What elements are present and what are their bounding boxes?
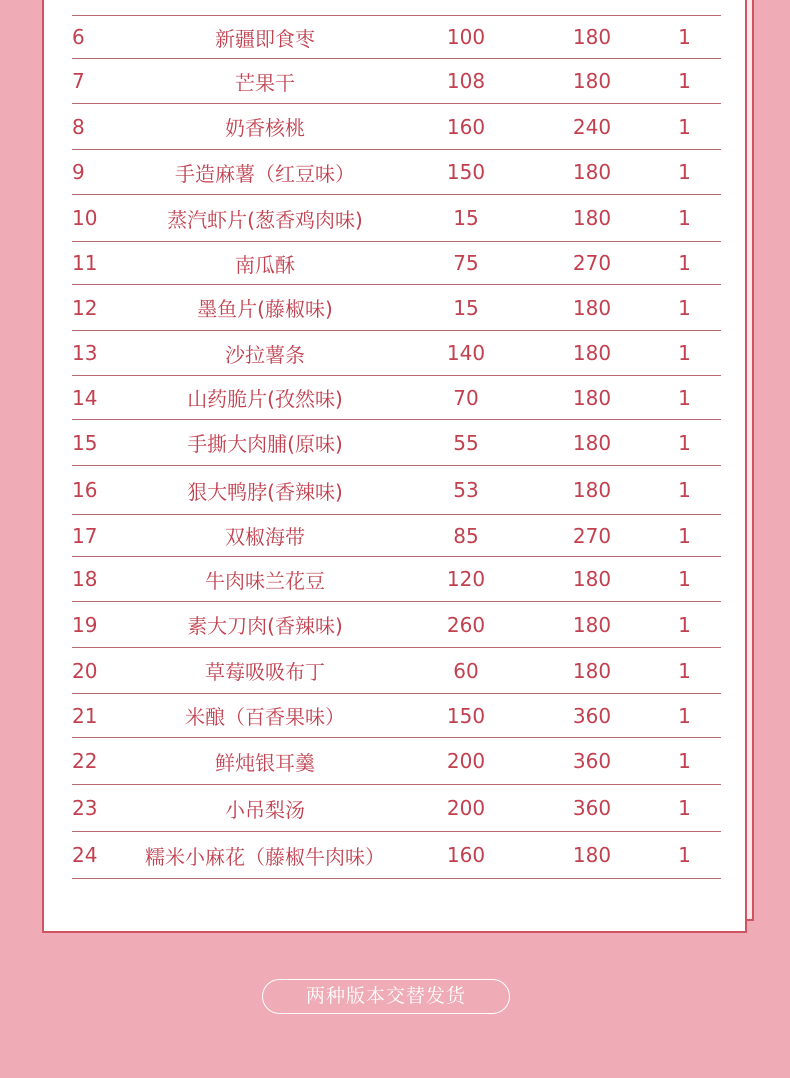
col-a-value: 140 xyxy=(446,341,486,365)
product-name: 奶香核桃 xyxy=(225,116,305,140)
product-name: 墨鱼片(藤椒味) xyxy=(197,297,333,321)
col-c-value: 1 xyxy=(678,160,691,184)
col-b-value: 180 xyxy=(572,843,612,867)
col-c-value: 1 xyxy=(678,341,691,365)
col-a-value: 75 xyxy=(453,251,479,275)
col-a-value: 70 xyxy=(453,385,479,410)
product-name: 手造麻薯（红豆味） xyxy=(175,161,355,186)
col-c-value: 1 xyxy=(678,749,691,773)
table-row xyxy=(72,648,721,694)
col-c-value: 1 xyxy=(678,612,691,637)
col-a-value: 150 xyxy=(446,703,486,728)
table-row xyxy=(72,420,721,466)
table-row xyxy=(72,195,721,242)
col-a-value: 260 xyxy=(446,612,486,637)
table-row xyxy=(72,16,721,59)
col-c-value: 1 xyxy=(678,843,691,867)
row-index: 18 xyxy=(72,567,98,591)
col-b-value: 180 xyxy=(572,160,612,184)
product-name: 蒸汽虾片(葱香鸡肉味) xyxy=(167,207,363,232)
table-row xyxy=(72,785,721,832)
table-row xyxy=(72,738,721,785)
product-name: 素大刀肉(香辣味) xyxy=(187,614,343,638)
row-index: 7 xyxy=(72,69,85,93)
product-name: 米酿（百香果味） xyxy=(185,705,345,729)
row-index: 12 xyxy=(72,295,98,320)
col-c-value: 1 xyxy=(678,295,691,320)
product-name: 糯米小麻花（藤椒牛肉味） xyxy=(145,844,385,869)
col-b-value: 180 xyxy=(572,206,612,230)
col-b-value: 180 xyxy=(572,567,612,591)
product-name: 芒果干 xyxy=(235,70,295,95)
table-row xyxy=(72,602,721,648)
product-name: 手撕大肉脯(原味) xyxy=(187,432,343,456)
col-c-value: 1 xyxy=(678,658,691,683)
product-name: 山药脆片(孜然味) xyxy=(187,387,343,411)
col-a-value: 60 xyxy=(453,658,479,683)
product-name: 双椒海带 xyxy=(225,525,305,549)
col-a-value: 55 xyxy=(453,430,479,455)
row-index: 10 xyxy=(72,206,98,230)
row-index: 19 xyxy=(72,612,98,637)
col-b-value: 180 xyxy=(572,658,612,683)
col-b-value: 270 xyxy=(572,251,612,275)
col-b-value: 180 xyxy=(572,430,612,455)
col-a-value: 15 xyxy=(453,206,479,230)
table-row xyxy=(72,515,721,557)
col-c-value: 1 xyxy=(678,206,691,230)
col-b-value: 180 xyxy=(572,341,612,365)
col-b-value: 240 xyxy=(572,114,612,139)
product-name: 南瓜酥 xyxy=(235,252,295,277)
product-name: 鲜炖银耳羹 xyxy=(215,750,315,775)
col-c-value: 1 xyxy=(678,385,691,410)
row-index: 9 xyxy=(72,160,85,184)
col-a-value: 108 xyxy=(446,69,486,93)
col-a-value: 85 xyxy=(453,523,479,548)
table-row xyxy=(72,557,721,602)
col-c-value: 1 xyxy=(678,69,691,93)
table-row xyxy=(72,285,721,331)
col-b-value: 180 xyxy=(572,385,612,410)
product-name: 沙拉薯条 xyxy=(225,342,305,367)
col-a-value: 150 xyxy=(446,160,486,184)
product-card xyxy=(42,0,747,933)
table-row xyxy=(72,694,721,738)
col-c-value: 1 xyxy=(678,703,691,728)
row-index: 24 xyxy=(72,843,98,867)
product-name: 狠大鸭脖(香辣味) xyxy=(187,479,343,504)
col-a-value: 100 xyxy=(446,25,486,49)
col-c-value: 1 xyxy=(678,251,691,275)
col-a-value: 53 xyxy=(453,478,479,502)
col-a-value: 15 xyxy=(453,295,479,320)
col-b-value: 360 xyxy=(572,749,612,773)
col-b-value: 180 xyxy=(572,478,612,502)
product-name: 新疆即食枣 xyxy=(215,26,315,51)
table-row xyxy=(72,104,721,150)
table-row xyxy=(72,150,721,195)
row-index: 23 xyxy=(72,796,98,820)
col-b-value: 180 xyxy=(572,69,612,93)
col-c-value: 1 xyxy=(678,567,691,591)
col-b-value: 180 xyxy=(572,295,612,320)
col-c-value: 1 xyxy=(678,430,691,455)
table-row xyxy=(72,331,721,376)
col-b-value: 360 xyxy=(572,796,612,820)
product-name: 小吊梨汤 xyxy=(225,797,305,822)
col-b-value: 270 xyxy=(572,523,612,548)
col-a-value: 160 xyxy=(446,843,486,867)
col-c-value: 1 xyxy=(678,796,691,820)
row-index: 20 xyxy=(72,658,98,683)
table-row xyxy=(72,59,721,104)
table-row xyxy=(72,376,721,420)
row-index: 15 xyxy=(72,430,98,455)
col-a-value: 200 xyxy=(446,796,486,820)
col-c-value: 1 xyxy=(678,114,691,139)
product-name: 牛肉味兰花豆 xyxy=(205,568,325,593)
table-row xyxy=(72,466,721,515)
row-index: 21 xyxy=(72,703,98,728)
col-a-value: 200 xyxy=(446,749,486,773)
col-a-value: 120 xyxy=(446,567,486,591)
col-a-value: 160 xyxy=(446,114,486,139)
col-b-value: 180 xyxy=(572,612,612,637)
table-row xyxy=(72,242,721,285)
row-index: 16 xyxy=(72,478,98,502)
col-c-value: 1 xyxy=(678,523,691,548)
col-c-value: 1 xyxy=(678,478,691,502)
row-index: 14 xyxy=(72,385,98,410)
product-table xyxy=(72,15,721,879)
row-index: 17 xyxy=(72,523,98,548)
product-name: 草莓吸吸布丁 xyxy=(205,660,325,684)
row-index: 22 xyxy=(72,749,98,773)
row-index: 13 xyxy=(72,341,98,365)
col-c-value: 1 xyxy=(678,25,691,49)
row-index: 8 xyxy=(72,114,85,139)
version-notice-badge: 两种版本交替发货 xyxy=(262,979,510,1014)
col-b-value: 180 xyxy=(572,25,612,49)
col-b-value: 360 xyxy=(572,703,612,728)
table-row xyxy=(72,832,721,879)
row-index: 11 xyxy=(72,251,98,275)
row-index: 6 xyxy=(72,25,85,49)
